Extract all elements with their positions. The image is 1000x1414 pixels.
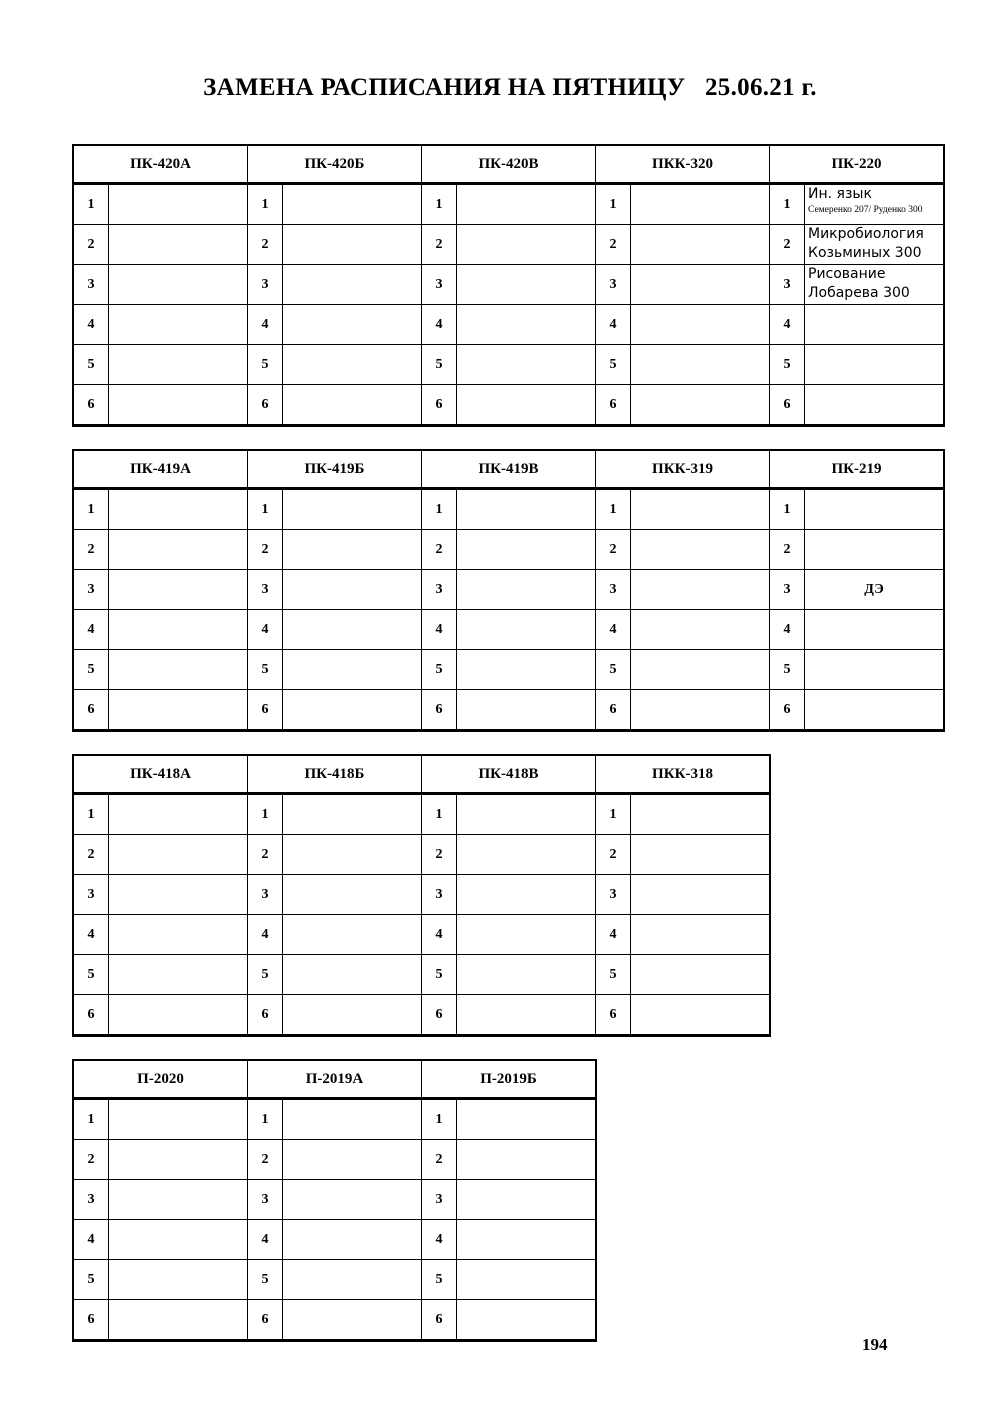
- lesson-number: 1: [248, 184, 283, 225]
- lesson-cell: [457, 345, 596, 385]
- group-header: ПК-419В: [422, 450, 596, 489]
- lesson-cell: [283, 530, 422, 570]
- lesson-cell: [631, 570, 770, 610]
- table-row: [73, 875, 770, 915]
- lesson-number: 4: [73, 610, 109, 650]
- table-row: [73, 489, 944, 530]
- lesson-cell: [457, 305, 596, 345]
- page-title: ЗАМЕНА РАСПИСАНИЯ НА ПЯТНИЦУ 25.06.21 г.: [203, 74, 817, 101]
- lesson-number: 5: [596, 345, 631, 385]
- lesson-number: 5: [422, 955, 457, 995]
- lesson-cell: [631, 530, 770, 570]
- lesson-number: 6: [596, 385, 631, 426]
- lesson-cell: [109, 1220, 248, 1260]
- lesson-cell: [109, 610, 248, 650]
- lesson-number: 1: [596, 184, 631, 225]
- lesson-cell: [457, 610, 596, 650]
- group-header: ПК-420А: [73, 145, 248, 184]
- teacher-room: Козьминых 300: [808, 245, 922, 261]
- lesson-cell: [457, 385, 596, 426]
- lesson-number: 1: [422, 489, 457, 530]
- lesson-number: 6: [422, 1300, 457, 1341]
- lesson-number: 5: [73, 1260, 109, 1300]
- lesson-number: 4: [73, 1220, 109, 1260]
- group-header: ПКК-318: [596, 755, 771, 794]
- subject-name: Ин. язык: [808, 186, 872, 202]
- lesson-cell: [805, 345, 945, 385]
- lesson-cell: [109, 1140, 248, 1180]
- lesson-number: 3: [73, 1180, 109, 1220]
- lesson-cell: [805, 385, 945, 426]
- lesson-cell: [109, 225, 248, 265]
- lesson-cell: [631, 305, 770, 345]
- lesson-number: 3: [422, 1180, 457, 1220]
- lesson-number: 4: [770, 305, 805, 345]
- lesson-cell: [805, 530, 945, 570]
- lesson-cell: [283, 915, 422, 955]
- lesson-cell: [283, 610, 422, 650]
- group-header: ПК-220: [770, 145, 945, 184]
- lesson-number: 3: [73, 570, 109, 610]
- lesson-cell: [109, 570, 248, 610]
- table-row: [73, 835, 770, 875]
- lesson-number: 6: [248, 1300, 283, 1341]
- lesson-number: 4: [596, 915, 631, 955]
- lesson-number: 4: [248, 610, 283, 650]
- lesson-cell: [805, 610, 945, 650]
- lesson-number: 6: [770, 690, 805, 731]
- lesson-cell: [283, 1300, 422, 1341]
- lesson-number: 4: [422, 305, 457, 345]
- table-row: [73, 265, 944, 305]
- table-row: [73, 1220, 596, 1260]
- lesson-cell: [109, 1180, 248, 1220]
- lesson-number: 1: [422, 184, 457, 225]
- lesson-number: 2: [422, 835, 457, 875]
- table-row: [73, 915, 770, 955]
- lesson-number: 2: [73, 835, 109, 875]
- lesson-cell: [109, 1099, 248, 1140]
- lesson-number: 5: [248, 345, 283, 385]
- lesson-cell: [283, 265, 422, 305]
- lesson-number: 6: [73, 385, 109, 426]
- lesson-number: 1: [248, 1099, 283, 1140]
- lesson-number: 2: [73, 225, 109, 265]
- lesson-number: 6: [248, 385, 283, 426]
- lesson-cell: [109, 955, 248, 995]
- group-header: П-2019А: [248, 1060, 422, 1099]
- lesson-number: 5: [73, 345, 109, 385]
- table-row: [73, 690, 944, 731]
- lesson-number: 1: [73, 1099, 109, 1140]
- group-header: ПК-418Б: [248, 755, 422, 794]
- lesson-cell: [283, 1180, 422, 1220]
- lesson-cell: [283, 835, 422, 875]
- lesson-number: 1: [73, 489, 109, 530]
- lesson-cell: [109, 1300, 248, 1341]
- lesson-number: 6: [73, 690, 109, 731]
- lesson-cell: [109, 489, 248, 530]
- schedule-table-4: [72, 1059, 597, 1342]
- lesson-number: 4: [422, 1220, 457, 1260]
- lesson-number: 6: [422, 995, 457, 1036]
- lesson-number: 6: [596, 690, 631, 731]
- lesson-number: 6: [596, 995, 631, 1036]
- lesson-number: 1: [422, 1099, 457, 1140]
- lesson-cell: [631, 835, 771, 875]
- group-header: ПК-419Б: [248, 450, 422, 489]
- lesson-number: 3: [73, 265, 109, 305]
- lesson-cell: [631, 690, 770, 731]
- lesson-cell: [109, 835, 248, 875]
- lesson-cell: [805, 184, 945, 225]
- lesson-cell: [631, 489, 770, 530]
- lesson-number: 5: [73, 650, 109, 690]
- lesson-cell: [631, 875, 771, 915]
- lesson-cell: [457, 875, 596, 915]
- teacher-room: Семеренко 207/ Руденко 300: [808, 205, 923, 215]
- lesson-cell: [283, 345, 422, 385]
- lesson-cell: [457, 265, 596, 305]
- lesson-cell: [109, 794, 248, 835]
- lesson-number: 3: [248, 570, 283, 610]
- lesson-cell: [457, 184, 596, 225]
- table-row: [73, 1099, 596, 1140]
- lesson-cell: [283, 1260, 422, 1300]
- lesson-cell: [457, 1260, 597, 1300]
- table-row: [73, 570, 944, 610]
- lesson-number: 3: [596, 570, 631, 610]
- group-header: ПК-418А: [73, 755, 248, 794]
- lesson-number: 1: [770, 489, 805, 530]
- lesson-cell: [631, 955, 771, 995]
- lesson-number: 4: [596, 305, 631, 345]
- lesson-cell: [457, 690, 596, 731]
- lesson-cell: [109, 915, 248, 955]
- lesson-cell: [805, 690, 945, 731]
- lesson-number: 6: [73, 1300, 109, 1341]
- table-row: [73, 1260, 596, 1300]
- lesson-number: 3: [422, 265, 457, 305]
- table-row: [73, 1180, 596, 1220]
- table-row: [73, 225, 944, 265]
- lesson-number: 2: [596, 225, 631, 265]
- group-header: ПК-419А: [73, 450, 248, 489]
- lesson-number: 5: [73, 955, 109, 995]
- lesson-cell: [109, 1260, 248, 1300]
- lesson-cell: [109, 690, 248, 731]
- lesson-cell: [457, 225, 596, 265]
- lesson-cell: [631, 794, 771, 835]
- lesson-cell: [283, 225, 422, 265]
- lesson-number: 3: [248, 1180, 283, 1220]
- table-row: [73, 345, 944, 385]
- lesson-number: 3: [422, 875, 457, 915]
- lesson-cell: [457, 955, 596, 995]
- lesson-number: 6: [422, 385, 457, 426]
- lesson-cell: [457, 1220, 597, 1260]
- lesson-cell: [283, 1140, 422, 1180]
- lesson-cell: [805, 650, 945, 690]
- page-number: 194: [862, 1335, 888, 1354]
- lesson-cell: [457, 1099, 597, 1140]
- schedule-table-2: [72, 449, 945, 732]
- lesson-number: 4: [422, 610, 457, 650]
- lesson-cell: [457, 530, 596, 570]
- lesson-number: 5: [248, 1260, 283, 1300]
- lesson-number: 2: [73, 1140, 109, 1180]
- table-row: [73, 1140, 596, 1180]
- group-header: ПК-420В: [422, 145, 596, 184]
- lesson-number: 3: [770, 265, 805, 305]
- table-row: [73, 794, 770, 835]
- lesson-number: 6: [422, 690, 457, 731]
- lesson-cell: [457, 1140, 597, 1180]
- lesson-number: 5: [422, 345, 457, 385]
- lesson-number: 2: [248, 530, 283, 570]
- lesson-number: 2: [422, 530, 457, 570]
- lesson-number: 3: [596, 875, 631, 915]
- lesson-number: 5: [422, 1260, 457, 1300]
- lesson-cell: [109, 530, 248, 570]
- lesson-cell: [283, 690, 422, 731]
- lesson-cell: [631, 345, 770, 385]
- lesson-cell: [457, 835, 596, 875]
- lesson-number: 3: [770, 570, 805, 610]
- lesson-cell: [283, 305, 422, 345]
- lesson-number: 2: [248, 1140, 283, 1180]
- lesson-number: 5: [770, 345, 805, 385]
- table-row: [73, 955, 770, 995]
- lesson-cell: [805, 225, 945, 265]
- schedule-table-3: [72, 754, 771, 1037]
- lesson-number: 4: [73, 305, 109, 345]
- lesson-cell: [283, 1220, 422, 1260]
- lesson-cell: [283, 385, 422, 426]
- lesson-number: 1: [73, 184, 109, 225]
- lesson-cell: [457, 1300, 597, 1341]
- lesson-number: 3: [596, 265, 631, 305]
- lesson-number: 1: [73, 794, 109, 835]
- lesson-cell: [283, 955, 422, 995]
- lesson-number: 4: [73, 915, 109, 955]
- lesson-cell: [283, 1099, 422, 1140]
- lesson-cell: [631, 184, 770, 225]
- lesson-cell: [457, 570, 596, 610]
- lesson-cell: [283, 875, 422, 915]
- lesson-cell: [283, 184, 422, 225]
- table-row: [73, 305, 944, 345]
- lesson-number: 4: [596, 610, 631, 650]
- lesson-number: 2: [596, 835, 631, 875]
- lesson-cell: [631, 265, 770, 305]
- lesson-number: 6: [248, 690, 283, 731]
- lesson-number: 4: [248, 305, 283, 345]
- lesson-number: 2: [73, 530, 109, 570]
- lesson-cell: [109, 995, 248, 1036]
- lesson-number: 4: [248, 1220, 283, 1260]
- lesson-number: 3: [248, 875, 283, 915]
- group-header: ПК-418В: [422, 755, 596, 794]
- lesson-cell: [109, 184, 248, 225]
- group-header: П-2019Б: [422, 1060, 597, 1099]
- lesson-cell: [109, 650, 248, 690]
- lesson-number: 4: [248, 915, 283, 955]
- lesson-cell: [805, 305, 945, 345]
- lesson-cell: [457, 995, 596, 1036]
- lesson-cell: [109, 265, 248, 305]
- lesson-number: 2: [596, 530, 631, 570]
- lesson-number: 2: [422, 1140, 457, 1180]
- lesson-cell: [631, 225, 770, 265]
- table-row: [73, 385, 944, 426]
- table-row: [73, 995, 770, 1036]
- lesson-number: 2: [248, 225, 283, 265]
- lesson-number: 4: [770, 610, 805, 650]
- table-row: [73, 650, 944, 690]
- lesson-number: 2: [770, 225, 805, 265]
- lesson-cell: [109, 385, 248, 426]
- lesson-number: 6: [770, 385, 805, 426]
- lesson-number: 4: [422, 915, 457, 955]
- lesson-number: 1: [248, 489, 283, 530]
- lesson-cell: [631, 915, 771, 955]
- lesson-cell: [283, 570, 422, 610]
- lesson-number: 2: [248, 835, 283, 875]
- lesson-cell: [631, 995, 771, 1036]
- table-row: [73, 184, 944, 225]
- lesson-number: 6: [73, 995, 109, 1036]
- lesson-cell: [631, 650, 770, 690]
- lesson-number: 1: [770, 184, 805, 225]
- lesson-cell: [109, 875, 248, 915]
- group-header: П-2020: [73, 1060, 248, 1099]
- table-row: [73, 1300, 596, 1341]
- lesson-number: 1: [596, 489, 631, 530]
- group-header: ПК-420Б: [248, 145, 422, 184]
- table-row: [73, 530, 944, 570]
- lesson-number: 6: [248, 995, 283, 1036]
- lesson-number: 1: [248, 794, 283, 835]
- lesson-number: 5: [248, 650, 283, 690]
- group-header: ПКК-320: [596, 145, 770, 184]
- lesson-number: 1: [422, 794, 457, 835]
- lesson-cell-exam: ДЭ: [805, 570, 945, 610]
- group-header: ПК-219: [770, 450, 945, 489]
- lesson-cell: [283, 794, 422, 835]
- lesson-number: 5: [596, 650, 631, 690]
- subject-name: Микробиология: [808, 226, 924, 242]
- lesson-cell: [457, 489, 596, 530]
- schedule-table-1: [72, 144, 945, 427]
- teacher-room: Лобарева 300: [808, 285, 910, 301]
- lesson-cell: [109, 305, 248, 345]
- lesson-number: 2: [422, 225, 457, 265]
- lesson-number: 5: [248, 955, 283, 995]
- lesson-number: 1: [596, 794, 631, 835]
- lesson-cell: [457, 915, 596, 955]
- lesson-number: 5: [770, 650, 805, 690]
- lesson-number: 5: [422, 650, 457, 690]
- lesson-cell: [805, 265, 945, 305]
- lesson-cell: [457, 1180, 597, 1220]
- lesson-cell: [805, 489, 945, 530]
- lesson-number: 2: [770, 530, 805, 570]
- lesson-number: 5: [596, 955, 631, 995]
- lesson-number: 3: [73, 875, 109, 915]
- lesson-cell: [283, 489, 422, 530]
- lesson-cell: [631, 385, 770, 426]
- lesson-cell: [109, 345, 248, 385]
- lesson-cell: [283, 650, 422, 690]
- lesson-cell: [283, 995, 422, 1036]
- subject-name: Рисование: [808, 266, 886, 282]
- group-header: ПКК-319: [596, 450, 770, 489]
- lesson-cell: [457, 794, 596, 835]
- lesson-number: 3: [422, 570, 457, 610]
- lesson-cell: [457, 650, 596, 690]
- lesson-number: 3: [248, 265, 283, 305]
- lesson-cell: [631, 610, 770, 650]
- table-row: [73, 610, 944, 650]
